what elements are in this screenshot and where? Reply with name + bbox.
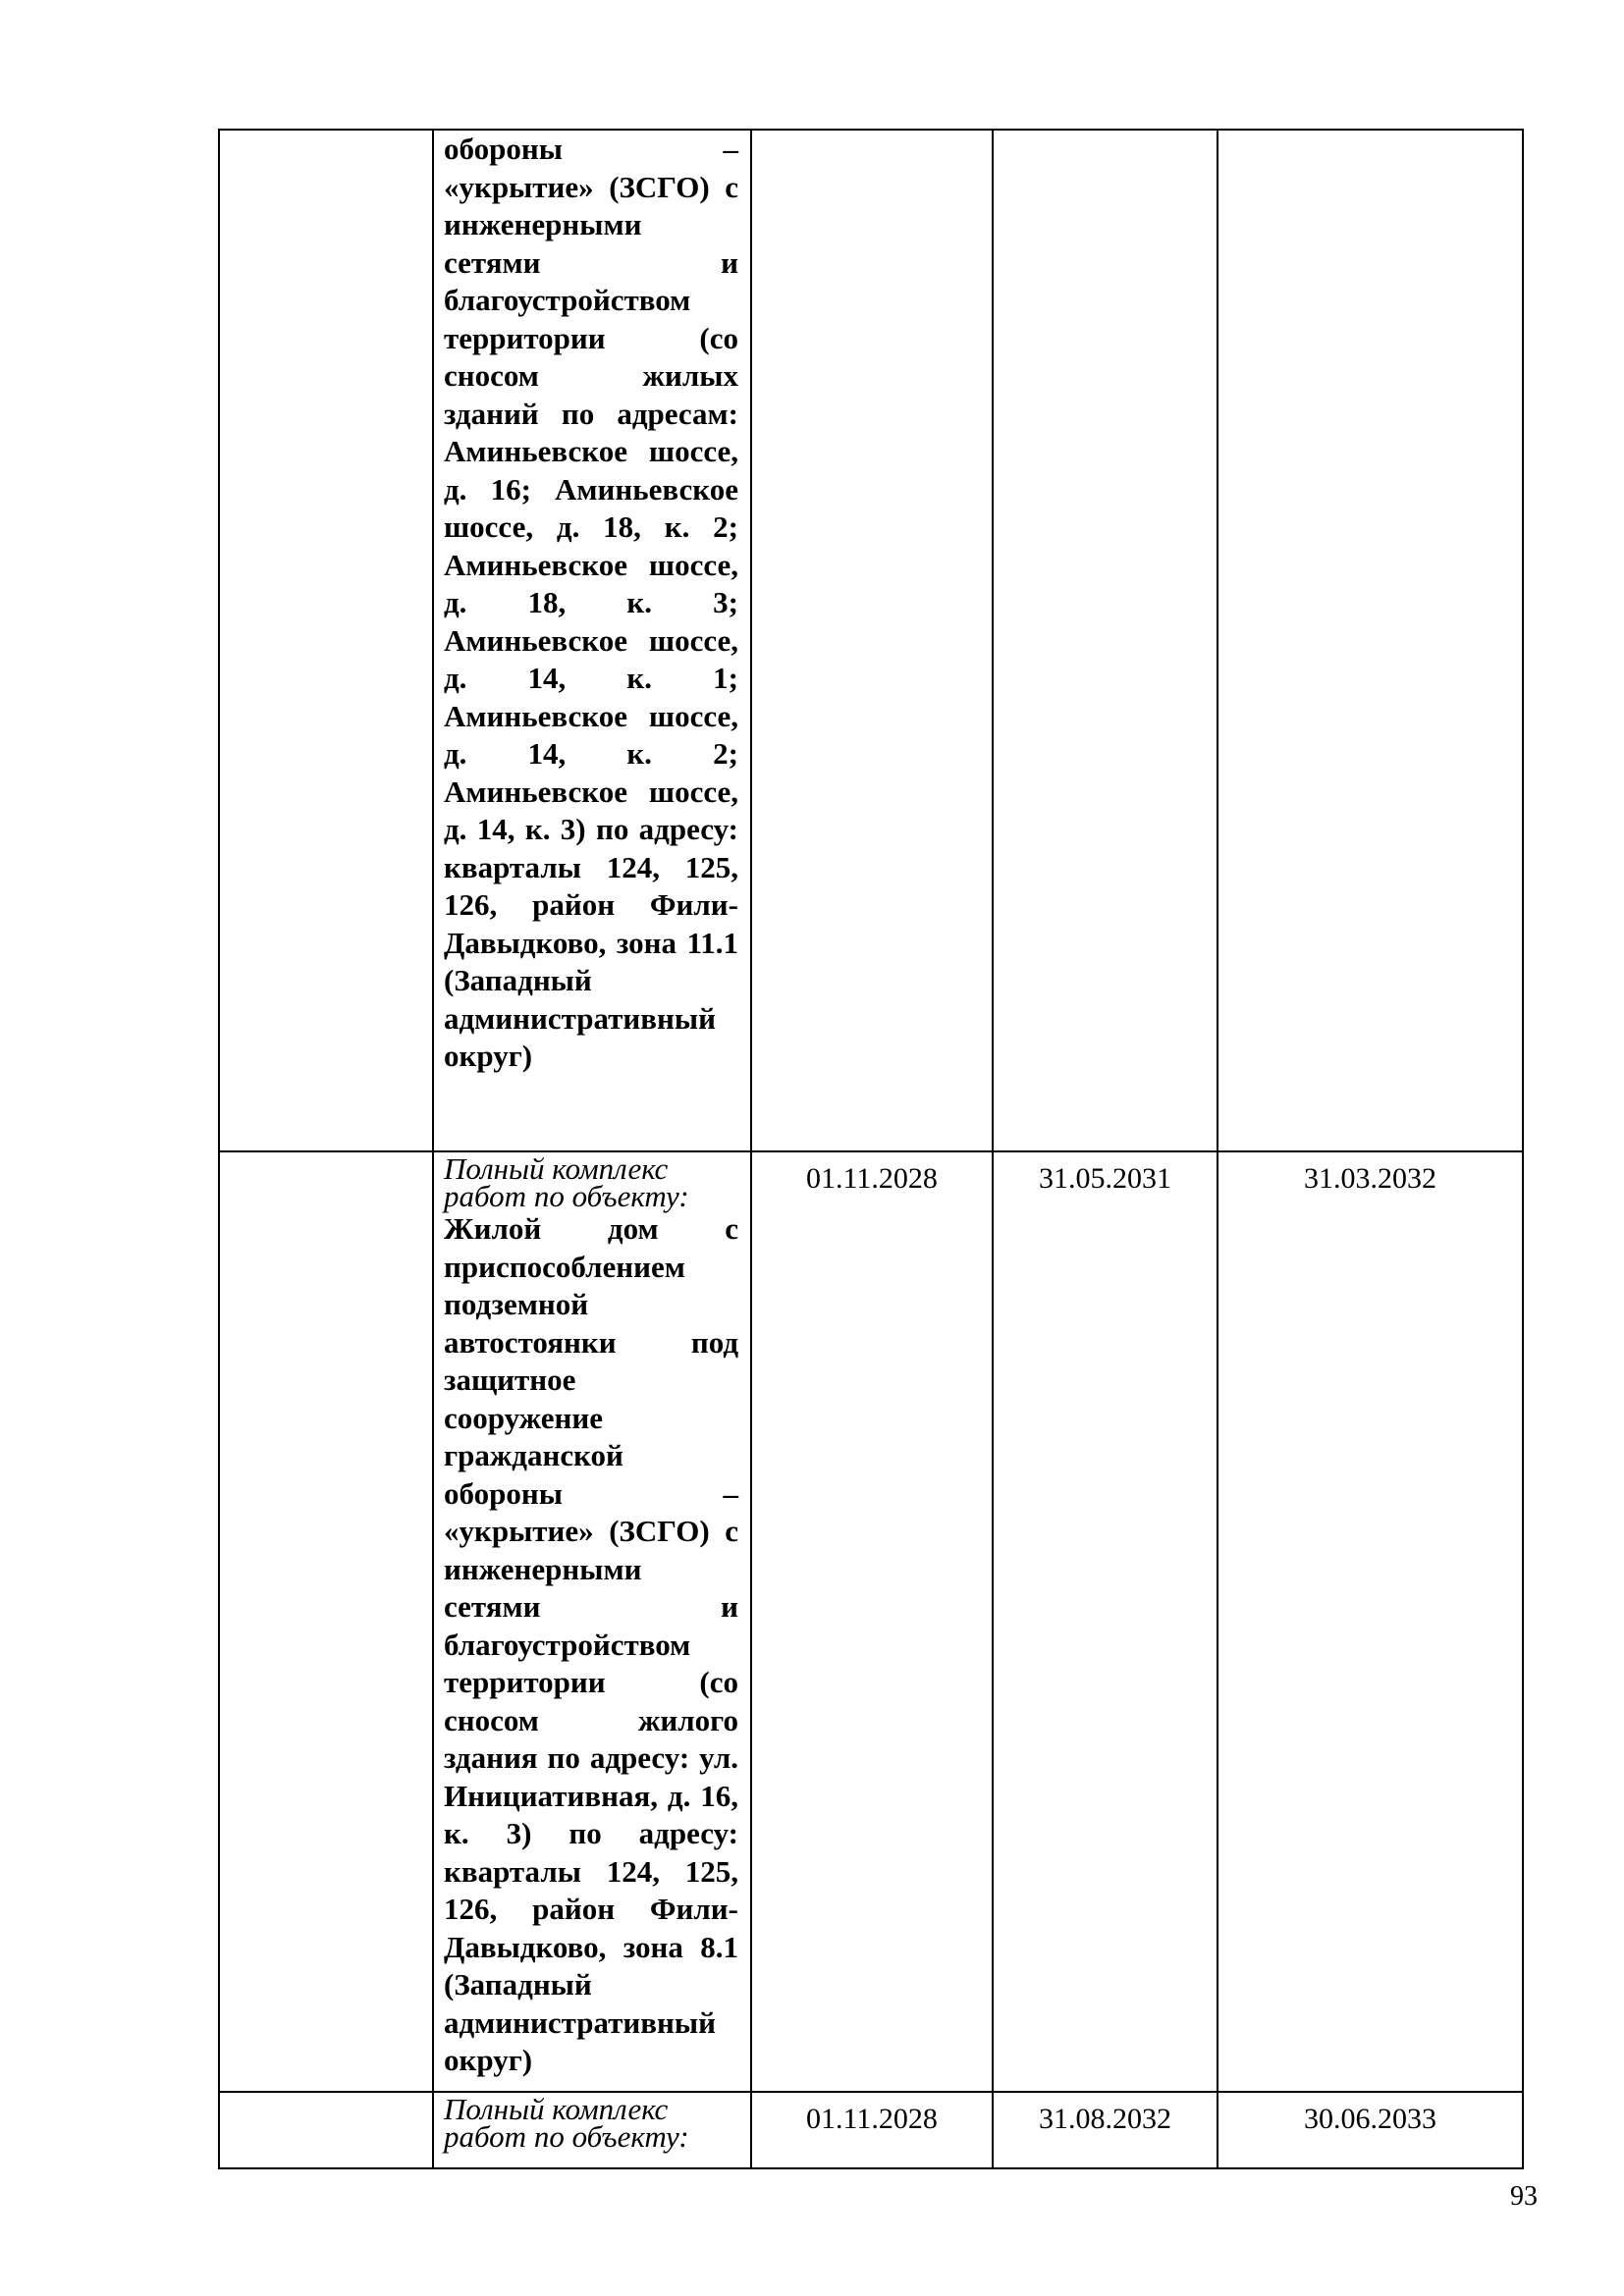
object-description: Жилой дом с приспособлением подземной автостоянки под защитное сооружение гражданской обороны – «укрытие» (ЗСГО) с инженерными сетями и благоустройством территории (со сносом жилого здания по адресу: ул. Инициативная, д. 16, к. 3) по адресу: кварталы 124, 125, 126, район Фили-Давыдково, зона 8.1 (Западный административный округ): [444, 1211, 738, 2077]
work-scope-label: Полный комплекс работ по объекту:: [444, 2092, 689, 2154]
date-end-cell: 30.06.2033: [1218, 2092, 1523, 2168]
object-description-cell: [433, 1151, 751, 2092]
date-end-cell: [1218, 130, 1523, 1151]
object-description-cell: [433, 130, 751, 1151]
date-mid-cell: 31.05.2031: [993, 1151, 1218, 2092]
date-mid-cell: [993, 130, 1218, 1151]
page-number: 93: [1510, 2181, 1538, 2212]
table-row: [219, 130, 1523, 1151]
work-scope-label: Полный комплекс работ по объекту:: [444, 1151, 689, 1213]
date-end-cell: 31.03.2032: [1218, 1151, 1523, 2092]
row-number-cell: [219, 1151, 433, 2092]
row-number-cell: [219, 130, 433, 1151]
date-start-cell: 01.11.2028: [751, 2092, 993, 2168]
date-mid-cell: 31.08.2032: [993, 2092, 1218, 2168]
date-start-cell: 01.11.2028: [751, 1151, 993, 2092]
table-row: [219, 2092, 1523, 2168]
object-description: обороны – «укрытие» (ЗСГО) с инженерными сетями и благоустройством территории (со сносом жилых зданий по адресам: Аминьевское шоссе, д. 16; Аминьевское шоссе, д. 18, к. 2; Аминьевское шоссе, д. 18, к. 3; Аминьевское шоссе, д. 14, к. 1; Аминьевское шоссе, д. 14, к. 2; Аминьевское шоссе, д. 14, к. 3) по адресу: кварталы 124, 125, 126, район Фили-Давыдково, зона 11.1 (Западный административный округ): [444, 132, 738, 1073]
date-start-cell: [751, 130, 993, 1151]
object-description-cell: [433, 2092, 751, 2168]
table-row: [219, 1151, 1523, 2092]
row-number-cell: [219, 2092, 433, 2168]
schedule-table: [218, 129, 1524, 2169]
